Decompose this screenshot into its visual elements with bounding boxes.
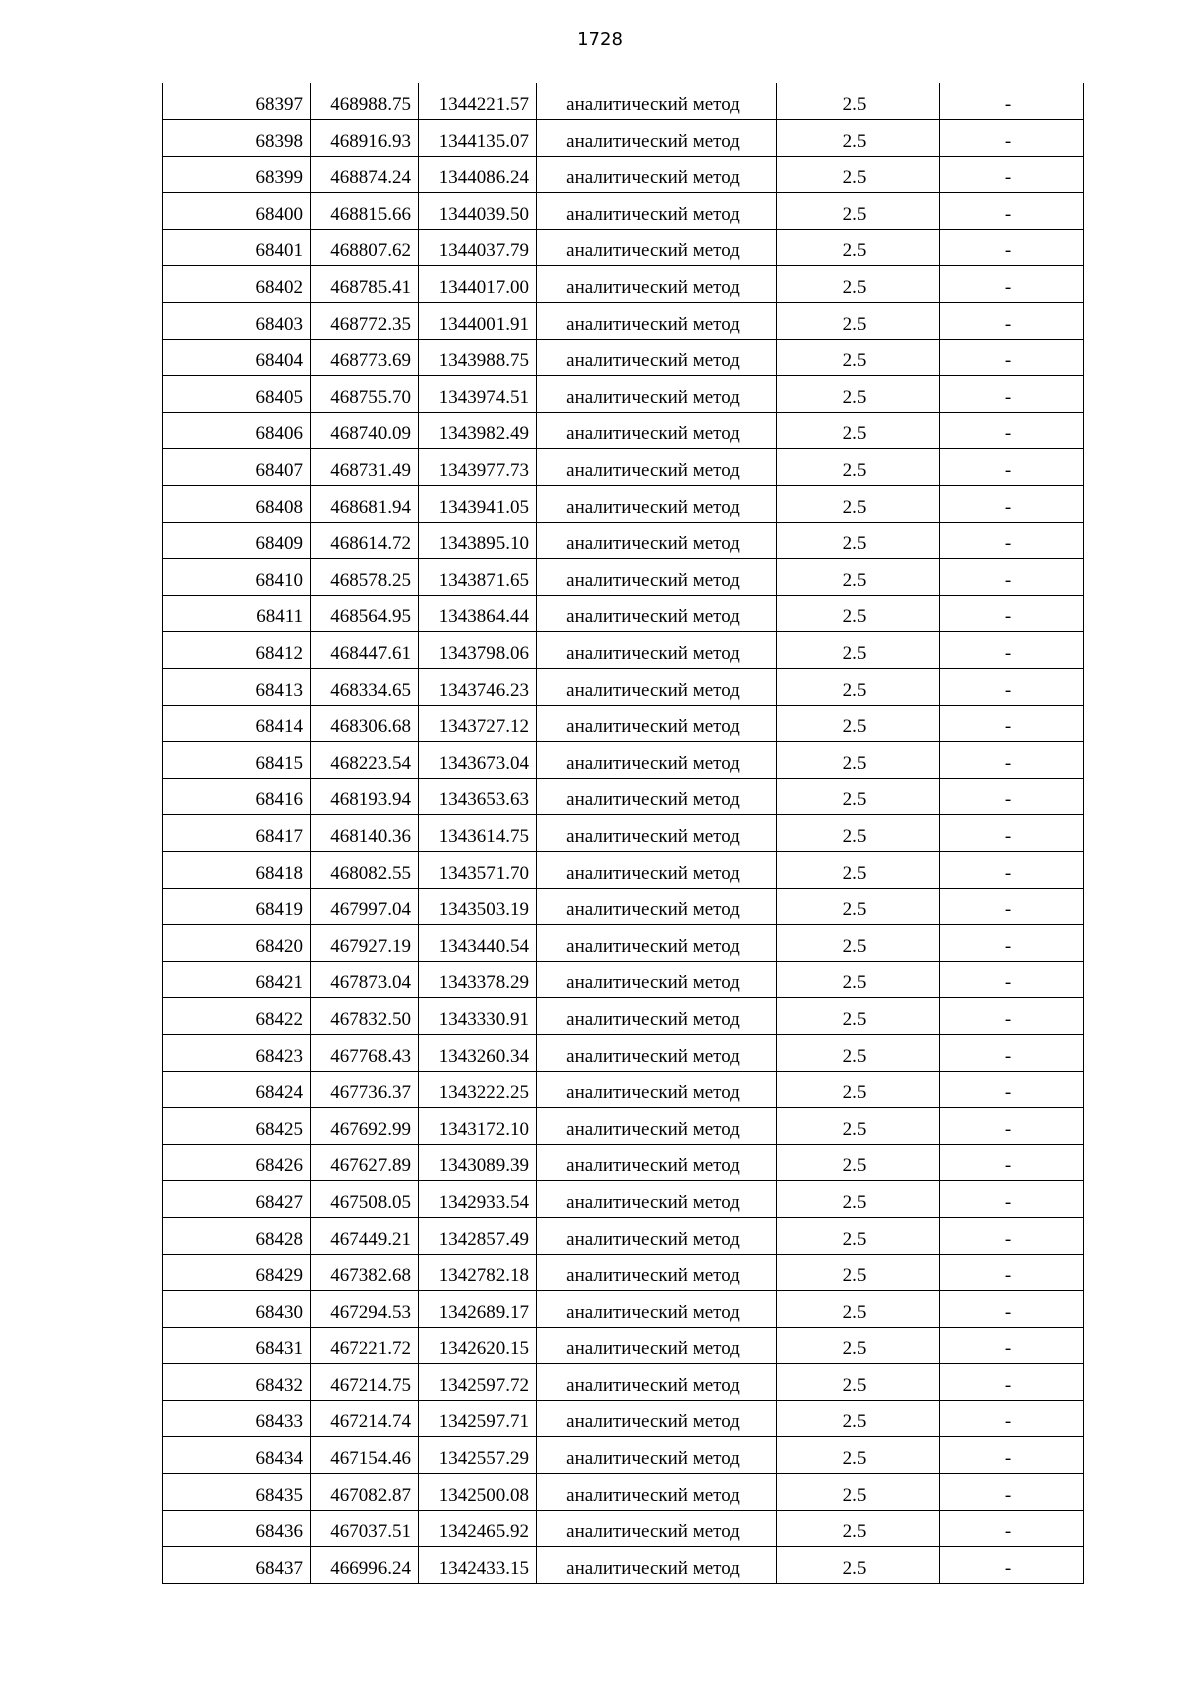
method-cell: аналитический метод <box>537 1474 777 1511</box>
x-coordinate-cell: 468614.72 <box>311 522 419 559</box>
accuracy-cell: 2.5 <box>777 1437 940 1474</box>
note-cell: - <box>940 925 1084 962</box>
point-number-cell: 68411 <box>163 595 311 632</box>
note-cell: - <box>940 120 1084 157</box>
note-cell: - <box>940 1144 1084 1181</box>
x-coordinate-cell: 467627.89 <box>311 1144 419 1181</box>
note-cell: - <box>940 595 1084 632</box>
method-cell: аналитический метод <box>537 1510 777 1547</box>
table-row <box>163 815 1084 852</box>
y-coordinate-cell: 1342433.15 <box>419 1547 537 1584</box>
method-cell: аналитический метод <box>537 376 777 413</box>
table-row <box>163 998 1084 1035</box>
note-cell: - <box>940 851 1084 888</box>
note-cell: - <box>940 778 1084 815</box>
note-cell: - <box>940 1217 1084 1254</box>
y-coordinate-cell: 1344001.91 <box>419 303 537 340</box>
y-coordinate-cell: 1343089.39 <box>419 1144 537 1181</box>
x-coordinate-cell: 468082.55 <box>311 851 419 888</box>
y-coordinate-cell: 1343673.04 <box>419 742 537 779</box>
note-cell: - <box>940 669 1084 706</box>
x-coordinate-cell: 468874.24 <box>311 156 419 193</box>
method-cell: аналитический метод <box>537 888 777 925</box>
y-coordinate-cell: 1343871.65 <box>419 559 537 596</box>
table-row <box>163 778 1084 815</box>
accuracy-cell: 2.5 <box>777 705 940 742</box>
y-coordinate-cell: 1342857.49 <box>419 1217 537 1254</box>
accuracy-cell: 2.5 <box>777 1291 940 1328</box>
table-row <box>163 888 1084 925</box>
point-number-cell: 68428 <box>163 1217 311 1254</box>
method-cell: аналитический метод <box>537 1108 777 1145</box>
table-row <box>163 1510 1084 1547</box>
note-cell: - <box>940 339 1084 376</box>
point-number-cell: 68414 <box>163 705 311 742</box>
x-coordinate-cell: 468578.25 <box>311 559 419 596</box>
accuracy-cell: 2.5 <box>777 1364 940 1401</box>
method-cell: аналитический метод <box>537 1291 777 1328</box>
note-cell: - <box>940 742 1084 779</box>
x-coordinate-cell: 467927.19 <box>311 925 419 962</box>
method-cell: аналитический метод <box>537 1327 777 1364</box>
table-row <box>163 632 1084 669</box>
method-cell: аналитический метод <box>537 1071 777 1108</box>
point-number-cell: 68433 <box>163 1400 311 1437</box>
x-coordinate-cell: 468773.69 <box>311 339 419 376</box>
x-coordinate-cell: 468785.41 <box>311 266 419 303</box>
accuracy-cell: 2.5 <box>777 961 940 998</box>
y-coordinate-cell: 1343222.25 <box>419 1071 537 1108</box>
accuracy-cell: 2.5 <box>777 888 940 925</box>
table-row <box>163 742 1084 779</box>
point-number-cell: 68431 <box>163 1327 311 1364</box>
table-row <box>163 559 1084 596</box>
y-coordinate-cell: 1342782.18 <box>419 1254 537 1291</box>
point-number-cell: 68427 <box>163 1181 311 1218</box>
point-number-cell: 68434 <box>163 1437 311 1474</box>
point-number-cell: 68435 <box>163 1474 311 1511</box>
note-cell: - <box>940 522 1084 559</box>
point-number-cell: 68437 <box>163 1547 311 1584</box>
point-number-cell: 68408 <box>163 486 311 523</box>
point-number-cell: 68410 <box>163 559 311 596</box>
x-coordinate-cell: 467692.99 <box>311 1108 419 1145</box>
note-cell: - <box>940 1437 1084 1474</box>
note-cell: - <box>940 412 1084 449</box>
accuracy-cell: 2.5 <box>777 925 940 962</box>
note-cell: - <box>940 376 1084 413</box>
method-cell: аналитический метод <box>537 449 777 486</box>
table-row <box>163 412 1084 449</box>
table-row <box>163 705 1084 742</box>
x-coordinate-cell: 468988.75 <box>311 83 419 120</box>
accuracy-cell: 2.5 <box>777 778 940 815</box>
x-coordinate-cell: 468140.36 <box>311 815 419 852</box>
x-coordinate-cell: 467449.21 <box>311 1217 419 1254</box>
accuracy-cell: 2.5 <box>777 1071 940 1108</box>
table-row <box>163 1217 1084 1254</box>
note-cell: - <box>940 266 1084 303</box>
method-cell: аналитический метод <box>537 1364 777 1401</box>
note-cell: - <box>940 486 1084 523</box>
x-coordinate-cell: 468807.62 <box>311 229 419 266</box>
note-cell: - <box>940 229 1084 266</box>
accuracy-cell: 2.5 <box>777 1254 940 1291</box>
table-row <box>163 1547 1084 1584</box>
y-coordinate-cell: 1344135.07 <box>419 120 537 157</box>
accuracy-cell: 2.5 <box>777 266 940 303</box>
table-row <box>163 193 1084 230</box>
point-number-cell: 68409 <box>163 522 311 559</box>
method-cell: аналитический метод <box>537 1144 777 1181</box>
accuracy-cell: 2.5 <box>777 742 940 779</box>
y-coordinate-cell: 1343798.06 <box>419 632 537 669</box>
point-number-cell: 68404 <box>163 339 311 376</box>
note-cell: - <box>940 961 1084 998</box>
method-cell: аналитический метод <box>537 1547 777 1584</box>
method-cell: аналитический метод <box>537 1400 777 1437</box>
method-cell: аналитический метод <box>537 1034 777 1071</box>
y-coordinate-cell: 1342597.72 <box>419 1364 537 1401</box>
point-number-cell: 68405 <box>163 376 311 413</box>
point-number-cell: 68424 <box>163 1071 311 1108</box>
x-coordinate-cell: 467037.51 <box>311 1510 419 1547</box>
method-cell: аналитический метод <box>537 742 777 779</box>
x-coordinate-cell: 468334.65 <box>311 669 419 706</box>
y-coordinate-cell: 1343988.75 <box>419 339 537 376</box>
point-number-cell: 68407 <box>163 449 311 486</box>
x-coordinate-cell: 467382.68 <box>311 1254 419 1291</box>
accuracy-cell: 2.5 <box>777 376 940 413</box>
point-number-cell: 68436 <box>163 1510 311 1547</box>
method-cell: аналитический метод <box>537 1217 777 1254</box>
note-cell: - <box>940 632 1084 669</box>
x-coordinate-cell: 468681.94 <box>311 486 419 523</box>
method-cell: аналитический метод <box>537 83 777 120</box>
note-cell: - <box>940 1547 1084 1584</box>
point-number-cell: 68415 <box>163 742 311 779</box>
accuracy-cell: 2.5 <box>777 303 940 340</box>
y-coordinate-cell: 1343172.10 <box>419 1108 537 1145</box>
y-coordinate-cell: 1343260.34 <box>419 1034 537 1071</box>
note-cell: - <box>940 1071 1084 1108</box>
method-cell: аналитический метод <box>537 120 777 157</box>
y-coordinate-cell: 1344039.50 <box>419 193 537 230</box>
table-row <box>163 669 1084 706</box>
y-coordinate-cell: 1343653.63 <box>419 778 537 815</box>
table-row <box>163 83 1084 120</box>
table-row <box>163 595 1084 632</box>
accuracy-cell: 2.5 <box>777 1144 940 1181</box>
y-coordinate-cell: 1343330.91 <box>419 998 537 1035</box>
table-row <box>163 1400 1084 1437</box>
method-cell: аналитический метод <box>537 412 777 449</box>
x-coordinate-cell: 468193.94 <box>311 778 419 815</box>
x-coordinate-cell: 468815.66 <box>311 193 419 230</box>
method-cell: аналитический метод <box>537 632 777 669</box>
y-coordinate-cell: 1342500.08 <box>419 1474 537 1511</box>
method-cell: аналитический метод <box>537 266 777 303</box>
method-cell: аналитический метод <box>537 705 777 742</box>
table-row <box>163 925 1084 962</box>
point-number-cell: 68402 <box>163 266 311 303</box>
note-cell: - <box>940 815 1084 852</box>
method-cell: аналитический метод <box>537 851 777 888</box>
accuracy-cell: 2.5 <box>777 632 940 669</box>
x-coordinate-cell: 467997.04 <box>311 888 419 925</box>
note-cell: - <box>940 998 1084 1035</box>
table-row <box>163 961 1084 998</box>
point-number-cell: 68399 <box>163 156 311 193</box>
x-coordinate-cell: 467154.46 <box>311 1437 419 1474</box>
accuracy-cell: 2.5 <box>777 669 940 706</box>
accuracy-cell: 2.5 <box>777 120 940 157</box>
table-row <box>163 1071 1084 1108</box>
x-coordinate-cell: 468447.61 <box>311 632 419 669</box>
method-cell: аналитический метод <box>537 303 777 340</box>
method-cell: аналитический метод <box>537 339 777 376</box>
x-coordinate-cell: 467294.53 <box>311 1291 419 1328</box>
point-number-cell: 68426 <box>163 1144 311 1181</box>
table-row <box>163 120 1084 157</box>
x-coordinate-cell: 467214.74 <box>311 1400 419 1437</box>
point-number-cell: 68413 <box>163 669 311 706</box>
table-row <box>163 156 1084 193</box>
accuracy-cell: 2.5 <box>777 412 940 449</box>
point-number-cell: 68401 <box>163 229 311 266</box>
y-coordinate-cell: 1342557.29 <box>419 1437 537 1474</box>
method-cell: аналитический метод <box>537 595 777 632</box>
accuracy-cell: 2.5 <box>777 339 940 376</box>
point-number-cell: 68400 <box>163 193 311 230</box>
point-number-cell: 68416 <box>163 778 311 815</box>
point-number-cell: 68403 <box>163 303 311 340</box>
table-row <box>163 1034 1084 1071</box>
accuracy-cell: 2.5 <box>777 83 940 120</box>
accuracy-cell: 2.5 <box>777 229 940 266</box>
table-row <box>163 1291 1084 1328</box>
accuracy-cell: 2.5 <box>777 595 940 632</box>
accuracy-cell: 2.5 <box>777 486 940 523</box>
note-cell: - <box>940 1254 1084 1291</box>
accuracy-cell: 2.5 <box>777 193 940 230</box>
y-coordinate-cell: 1344086.24 <box>419 156 537 193</box>
point-number-cell: 68397 <box>163 83 311 120</box>
x-coordinate-cell: 466996.24 <box>311 1547 419 1584</box>
accuracy-cell: 2.5 <box>777 449 940 486</box>
accuracy-cell: 2.5 <box>777 1034 940 1071</box>
y-coordinate-cell: 1343746.23 <box>419 669 537 706</box>
x-coordinate-cell: 468564.95 <box>311 595 419 632</box>
table-row <box>163 1108 1084 1145</box>
method-cell: аналитический метод <box>537 1437 777 1474</box>
method-cell: аналитический метод <box>537 193 777 230</box>
note-cell: - <box>940 156 1084 193</box>
table-row <box>163 303 1084 340</box>
note-cell: - <box>940 1181 1084 1218</box>
y-coordinate-cell: 1343974.51 <box>419 376 537 413</box>
x-coordinate-cell: 468740.09 <box>311 412 419 449</box>
note-cell: - <box>940 1108 1084 1145</box>
accuracy-cell: 2.5 <box>777 1474 940 1511</box>
y-coordinate-cell: 1344017.00 <box>419 266 537 303</box>
accuracy-cell: 2.5 <box>777 559 940 596</box>
method-cell: аналитический метод <box>537 669 777 706</box>
note-cell: - <box>940 1400 1084 1437</box>
point-number-cell: 68425 <box>163 1108 311 1145</box>
accuracy-cell: 2.5 <box>777 851 940 888</box>
note-cell: - <box>940 888 1084 925</box>
x-coordinate-cell: 468755.70 <box>311 376 419 413</box>
x-coordinate-cell: 467214.75 <box>311 1364 419 1401</box>
note-cell: - <box>940 1364 1084 1401</box>
method-cell: аналитический метод <box>537 156 777 193</box>
method-cell: аналитический метод <box>537 925 777 962</box>
table-row <box>163 851 1084 888</box>
y-coordinate-cell: 1342465.92 <box>419 1510 537 1547</box>
x-coordinate-cell: 467508.05 <box>311 1181 419 1218</box>
table-row <box>163 1181 1084 1218</box>
point-number-cell: 68421 <box>163 961 311 998</box>
table-row <box>163 449 1084 486</box>
accuracy-cell: 2.5 <box>777 156 940 193</box>
method-cell: аналитический метод <box>537 486 777 523</box>
accuracy-cell: 2.5 <box>777 998 940 1035</box>
point-number-cell: 68420 <box>163 925 311 962</box>
y-coordinate-cell: 1342933.54 <box>419 1181 537 1218</box>
point-number-cell: 68430 <box>163 1291 311 1328</box>
note-cell: - <box>940 449 1084 486</box>
x-coordinate-cell: 467832.50 <box>311 998 419 1035</box>
note-cell: - <box>940 1474 1084 1511</box>
accuracy-cell: 2.5 <box>777 1327 940 1364</box>
table-row <box>163 376 1084 413</box>
point-number-cell: 68418 <box>163 851 311 888</box>
accuracy-cell: 2.5 <box>777 1547 940 1584</box>
table-row <box>163 1364 1084 1401</box>
accuracy-cell: 2.5 <box>777 815 940 852</box>
note-cell: - <box>940 83 1084 120</box>
note-cell: - <box>940 303 1084 340</box>
note-cell: - <box>940 1510 1084 1547</box>
point-number-cell: 68417 <box>163 815 311 852</box>
accuracy-cell: 2.5 <box>777 522 940 559</box>
table-body <box>163 83 1084 1583</box>
note-cell: - <box>940 1327 1084 1364</box>
point-number-cell: 68412 <box>163 632 311 669</box>
method-cell: аналитический метод <box>537 1181 777 1218</box>
method-cell: аналитический метод <box>537 229 777 266</box>
accuracy-cell: 2.5 <box>777 1108 940 1145</box>
y-coordinate-cell: 1342689.17 <box>419 1291 537 1328</box>
x-coordinate-cell: 468731.49 <box>311 449 419 486</box>
y-coordinate-cell: 1343614.75 <box>419 815 537 852</box>
note-cell: - <box>940 193 1084 230</box>
method-cell: аналитический метод <box>537 522 777 559</box>
accuracy-cell: 2.5 <box>777 1510 940 1547</box>
y-coordinate-cell: 1343440.54 <box>419 925 537 962</box>
accuracy-cell: 2.5 <box>777 1217 940 1254</box>
table-row <box>163 1437 1084 1474</box>
method-cell: аналитический метод <box>537 559 777 596</box>
y-coordinate-cell: 1343503.19 <box>419 888 537 925</box>
table-row <box>163 1474 1084 1511</box>
y-coordinate-cell: 1343571.70 <box>419 851 537 888</box>
x-coordinate-cell: 468306.68 <box>311 705 419 742</box>
y-coordinate-cell: 1342620.15 <box>419 1327 537 1364</box>
table-row <box>163 339 1084 376</box>
x-coordinate-cell: 467736.37 <box>311 1071 419 1108</box>
table-row <box>163 1144 1084 1181</box>
y-coordinate-cell: 1342597.71 <box>419 1400 537 1437</box>
note-cell: - <box>940 1291 1084 1328</box>
coordinates-table <box>162 83 1084 1584</box>
point-number-cell: 68432 <box>163 1364 311 1401</box>
point-number-cell: 68429 <box>163 1254 311 1291</box>
y-coordinate-cell: 1343378.29 <box>419 961 537 998</box>
method-cell: аналитический метод <box>537 815 777 852</box>
point-number-cell: 68422 <box>163 998 311 1035</box>
y-coordinate-cell: 1344221.57 <box>419 83 537 120</box>
x-coordinate-cell: 467873.04 <box>311 961 419 998</box>
table-row <box>163 1254 1084 1291</box>
y-coordinate-cell: 1343941.05 <box>419 486 537 523</box>
x-coordinate-cell: 468772.35 <box>311 303 419 340</box>
y-coordinate-cell: 1343895.10 <box>419 522 537 559</box>
y-coordinate-cell: 1343864.44 <box>419 595 537 632</box>
method-cell: аналитический метод <box>537 1254 777 1291</box>
point-number-cell: 68423 <box>163 1034 311 1071</box>
table-row <box>163 486 1084 523</box>
x-coordinate-cell: 468916.93 <box>311 120 419 157</box>
table-row <box>163 1327 1084 1364</box>
x-coordinate-cell: 467082.87 <box>311 1474 419 1511</box>
accuracy-cell: 2.5 <box>777 1400 940 1437</box>
method-cell: аналитический метод <box>537 778 777 815</box>
table-row <box>163 522 1084 559</box>
x-coordinate-cell: 468223.54 <box>311 742 419 779</box>
accuracy-cell: 2.5 <box>777 1181 940 1218</box>
method-cell: аналитический метод <box>537 961 777 998</box>
note-cell: - <box>940 1034 1084 1071</box>
x-coordinate-cell: 467768.43 <box>311 1034 419 1071</box>
x-coordinate-cell: 467221.72 <box>311 1327 419 1364</box>
method-cell: аналитический метод <box>537 998 777 1035</box>
point-number-cell: 68419 <box>163 888 311 925</box>
page-number: 1728 <box>577 29 623 50</box>
y-coordinate-cell: 1343727.12 <box>419 705 537 742</box>
y-coordinate-cell: 1343982.49 <box>419 412 537 449</box>
y-coordinate-cell: 1343977.73 <box>419 449 537 486</box>
point-number-cell: 68406 <box>163 412 311 449</box>
table-row <box>163 229 1084 266</box>
note-cell: - <box>940 705 1084 742</box>
table-row <box>163 266 1084 303</box>
y-coordinate-cell: 1344037.79 <box>419 229 537 266</box>
note-cell: - <box>940 559 1084 596</box>
point-number-cell: 68398 <box>163 120 311 157</box>
